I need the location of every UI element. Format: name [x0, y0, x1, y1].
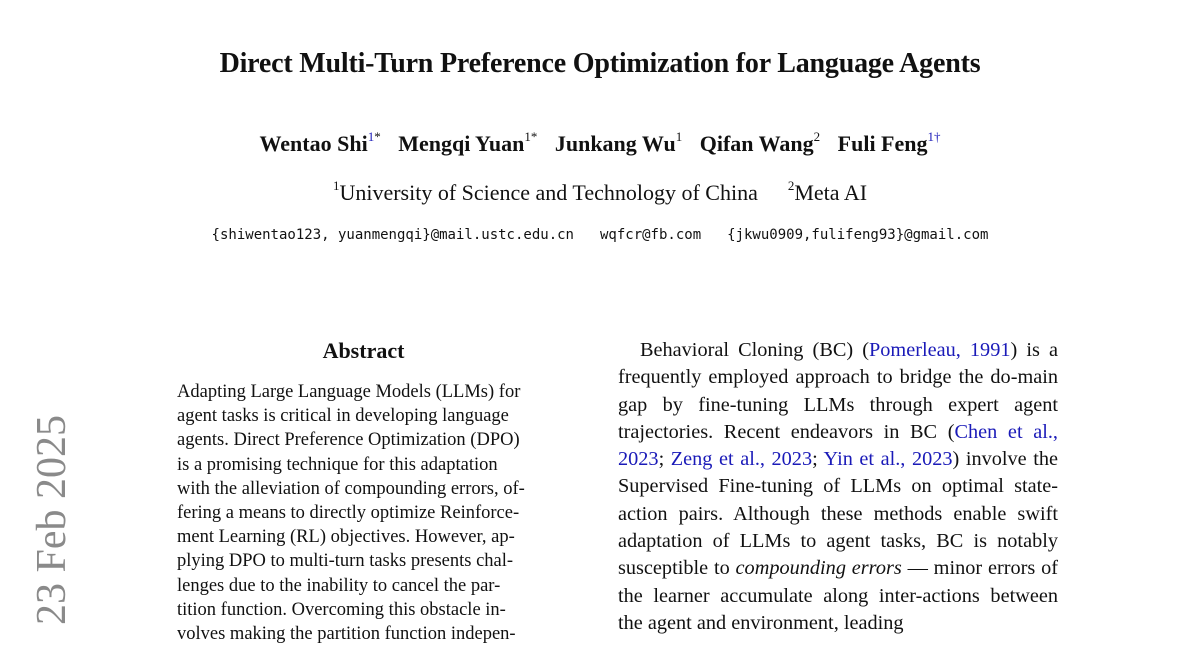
corresponding-author-mark[interactable]: †	[934, 128, 941, 144]
abstract-line: ment Learning (RL) objectives. However, ap-	[177, 527, 515, 548]
abstract-line: lenges due to the inability to cancel the par-	[177, 575, 501, 596]
author	[699, 128, 821, 156]
arxiv-date-stamp: 23 Feb 2025	[29, 415, 75, 625]
abstract-line: plying DPO to multi-turn tasks presents chal-	[177, 551, 514, 572]
author	[554, 128, 683, 156]
author-affil-mark: 1	[524, 128, 531, 144]
intro-paragraph	[618, 337, 1058, 637]
intro-text: ) is a frequently employed approach to bridge the do-main gap by fine-tuning LLMs through expert agent trajectories. Recent endeavors in BC (	[618, 339, 1058, 443]
author	[398, 128, 538, 156]
author-name: Qifan Wang	[699, 131, 814, 156]
emphasis-term: compounding errors	[735, 557, 902, 580]
citation-link[interactable]: Chen et al., 2023	[618, 420, 1058, 471]
author	[837, 128, 941, 156]
affiliation-name: University of Science and Technology of China	[339, 180, 758, 205]
affiliation-sup: 1	[332, 177, 340, 193]
abstract-line: is a promising technique for this adaptation	[177, 454, 498, 475]
author-name: Junkang Wu	[554, 131, 676, 156]
abstract-line: volves making the partition function indepen-	[177, 624, 516, 645]
introduction-column	[618, 337, 1058, 637]
author-affil-mark[interactable]: 1	[367, 128, 375, 144]
email: {jkwu0909,fulifeng93}@gmail.com	[727, 227, 989, 243]
equal-contribution-mark: *	[530, 128, 538, 144]
author-name: Wentao Shi	[259, 131, 368, 156]
citation-link[interactable]: Zeng et al., 2023	[670, 448, 813, 471]
abstract-line: agents. Direct Preference Optimization (DPO)	[177, 430, 520, 451]
intro-text: — minor errors of the learner accumulate along inter-actions between the agent and environment, leading	[618, 557, 1058, 634]
abstract-body	[177, 380, 550, 646]
affiliation-name: Meta AI	[794, 180, 868, 205]
author-name: Mengqi Yuan	[398, 131, 525, 156]
email-list	[0, 224, 1200, 246]
abstract-line: Adapting Large Language Models (LLMs) for	[177, 382, 521, 402]
abstract-line: with the alleviation of compounding errors, of-	[177, 478, 525, 499]
email: wqfcr@fb.com	[599, 227, 702, 243]
author	[259, 128, 381, 156]
abstract-line: fering a means to directly optimize Reinforce-	[177, 503, 520, 524]
equal-contribution-mark: *	[374, 128, 381, 144]
author-affil-mark: 1	[675, 128, 683, 144]
author-affil-mark: 2	[813, 128, 821, 144]
author-name: Fuli Feng	[837, 131, 928, 156]
paper-title: Direct Multi-Turn Preference Optimization for Language Agents	[219, 48, 981, 79]
intro-text: ) involve the Supervised Fine-tuning of LLMs on optimal state-action pairs. Although these methods enable swift adaptation of LLMs to agent tasks, BC is notably susceptible to	[618, 448, 1058, 580]
author-list	[0, 127, 1200, 161]
abstract-line: agent tasks is critical in developing language	[177, 406, 509, 427]
abstract-line: tition function. Overcoming this obstacle in-	[177, 599, 506, 620]
citation-link[interactable]: Pomerleau, 1991	[869, 339, 1011, 361]
abstract-heading: Abstract	[322, 338, 405, 363]
intro-text: ;	[812, 448, 824, 471]
affiliation-list	[0, 177, 1200, 209]
intro-text: ;	[658, 448, 671, 471]
affiliation-sup: 2	[787, 177, 795, 193]
email: {shiwentao123, yuanmengqi}@mail.ustc.edu.cn	[211, 227, 574, 243]
intro-text: Behavioral Cloning (BC) (	[640, 339, 869, 361]
author-affil-mark[interactable]: 1	[927, 128, 934, 144]
citation-link[interactable]: Yin et al., 2023	[823, 448, 953, 471]
